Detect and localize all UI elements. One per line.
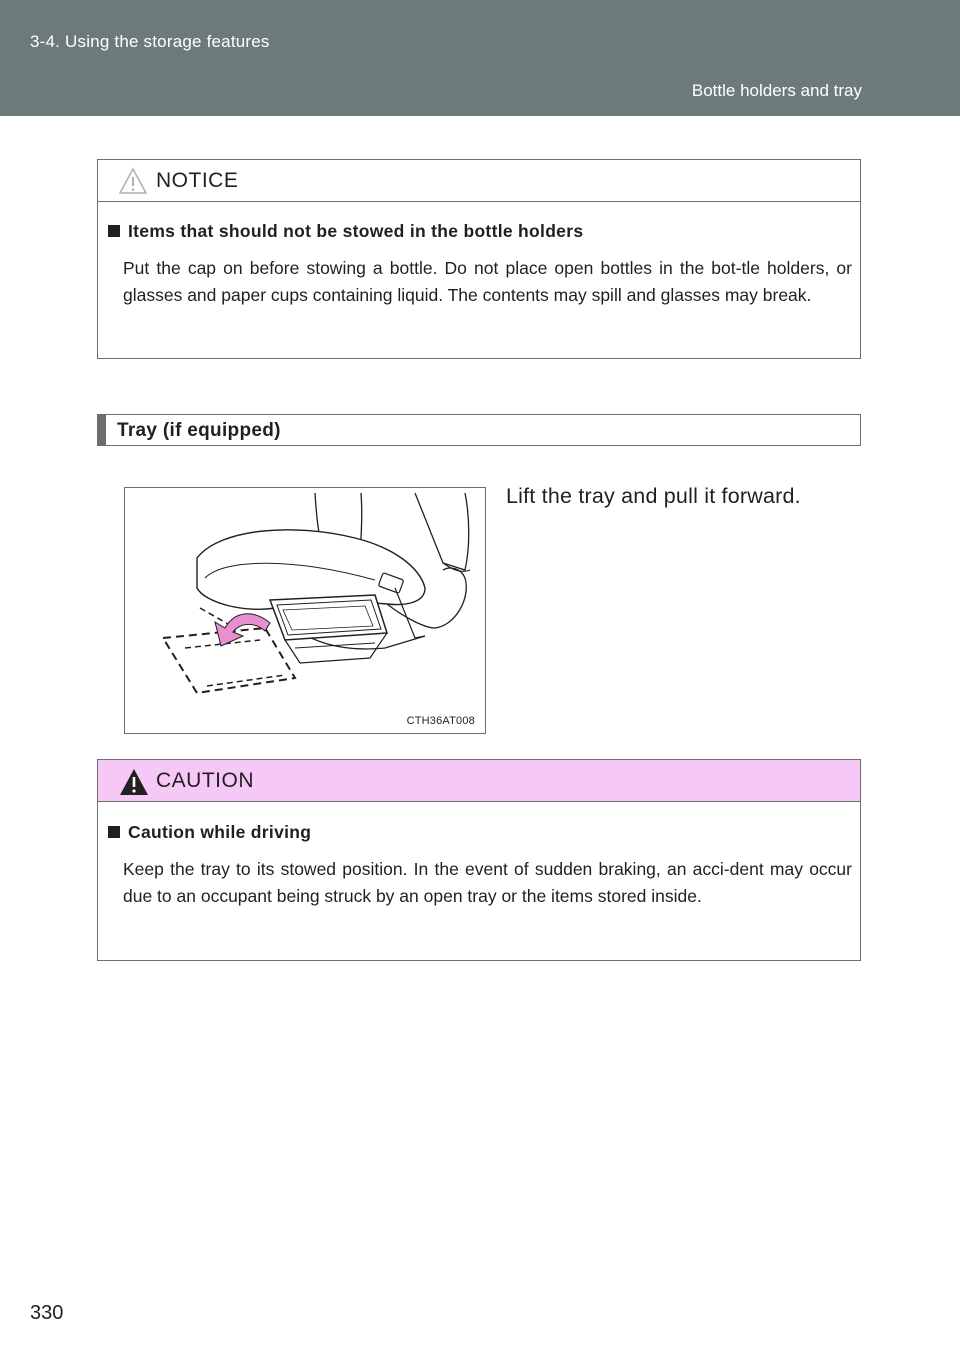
caution-heading [108, 822, 311, 843]
warning-filled-icon [118, 767, 150, 797]
section-title: 3-4. Using the storage features [30, 32, 270, 51]
page-number: 330 [30, 1302, 64, 1324]
caution-header [98, 760, 860, 802]
caution-heading-text: Caution while driving [128, 822, 312, 842]
caution-body: Keep the tray to its stowed position. In the event of sudden braking, an acci-dent may occur due to an occupant being struck by an open tray or the items stored inside. [123, 859, 852, 906]
warning-outline-icon [118, 167, 148, 195]
notice-heading [108, 221, 583, 242]
page-header [0, 0, 960, 116]
tray-instruction: Lift the tray and pull it forward. [506, 484, 801, 508]
notice-title: NOTICE [156, 169, 239, 192]
bullet-square-icon [108, 225, 120, 237]
caution-title: CAUTION [156, 769, 254, 792]
tray-section-header [97, 414, 861, 446]
seat-tray-drawing [125, 488, 485, 733]
notice-header [98, 160, 860, 202]
tray-illustration [124, 487, 486, 734]
caution-box [97, 759, 861, 961]
notice-heading-text: Items that should not be stowed in the bottle holders [128, 221, 584, 241]
section-bar [98, 415, 106, 445]
bullet-square-icon [108, 826, 120, 838]
figure-code: CTH36AT008 [406, 715, 475, 727]
notice-body: Put the cap on before stowing a bottle. Do not place open bottles in the bot-tle holders, or glasses and paper cups containing liquid. The contents may spill and glasses may break. [123, 258, 852, 305]
notice-box [97, 159, 861, 359]
subsection-title: Bottle holders and tray [691, 81, 862, 100]
tray-section-title: Tray (if equipped) [117, 420, 281, 441]
